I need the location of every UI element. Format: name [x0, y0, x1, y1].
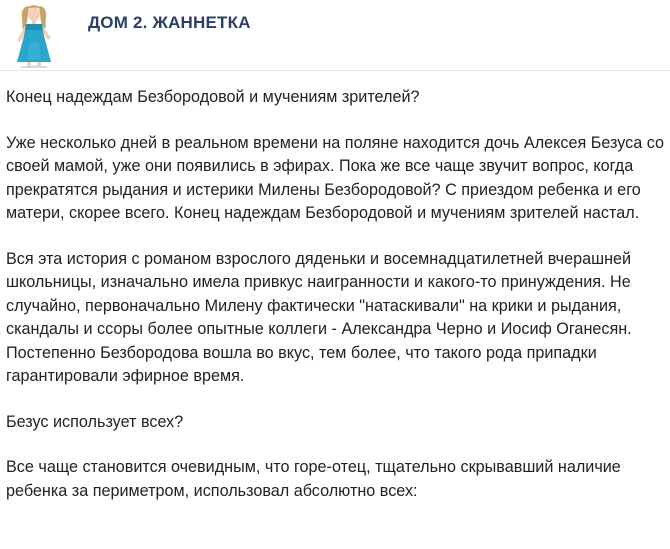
article-body: [6, 86, 666, 525]
article-heading: Безус использует всех?: [6, 412, 184, 431]
article-paragraph: Все чаще становится очевидным, что горе-отец, тщательно скрывавший наличие ребенка за периметром, использовал абсолютно всех:: [6, 458, 621, 500]
article-paragraph: Вся эта история с романом взрослого дяденьки и восемнадцатилетней вчерашней школьницы, изначально имела привкус наигранности и какого-то принуждения. Не случайно, первоначально Милену фактически "натаскивали" на крики и рыдания, скандалы и ссоры более опытные коллеги - Александра Черно и Иосиф Оганесян. Постепенно Безбородова вошла во вкус, тем более, что такого рода припадки гарантировали эфирное время.: [6, 249, 632, 385]
article-heading: Конец надеждам Безбородовой и мучениям зрителей?: [6, 88, 420, 106]
page-header: [0, 0, 670, 71]
article-paragraph: Уже несколько дней в реальном времени на поляне находится дочь Алексея Безуса со своей мамой, уже они появились в эфирах. Пока же все чаще звучит вопрос, когда прекратятся рыдания и истерики Милены Безбородовой? С приездом ребенка и его матери, скорее всего. Конец надеждам Безбородовой и мучениям зрителей настал.: [6, 133, 665, 222]
girl-in-blue-dress-icon: [5, 2, 65, 68]
page-title: ДОМ 2. ЖАННЕТКА: [88, 13, 251, 32]
